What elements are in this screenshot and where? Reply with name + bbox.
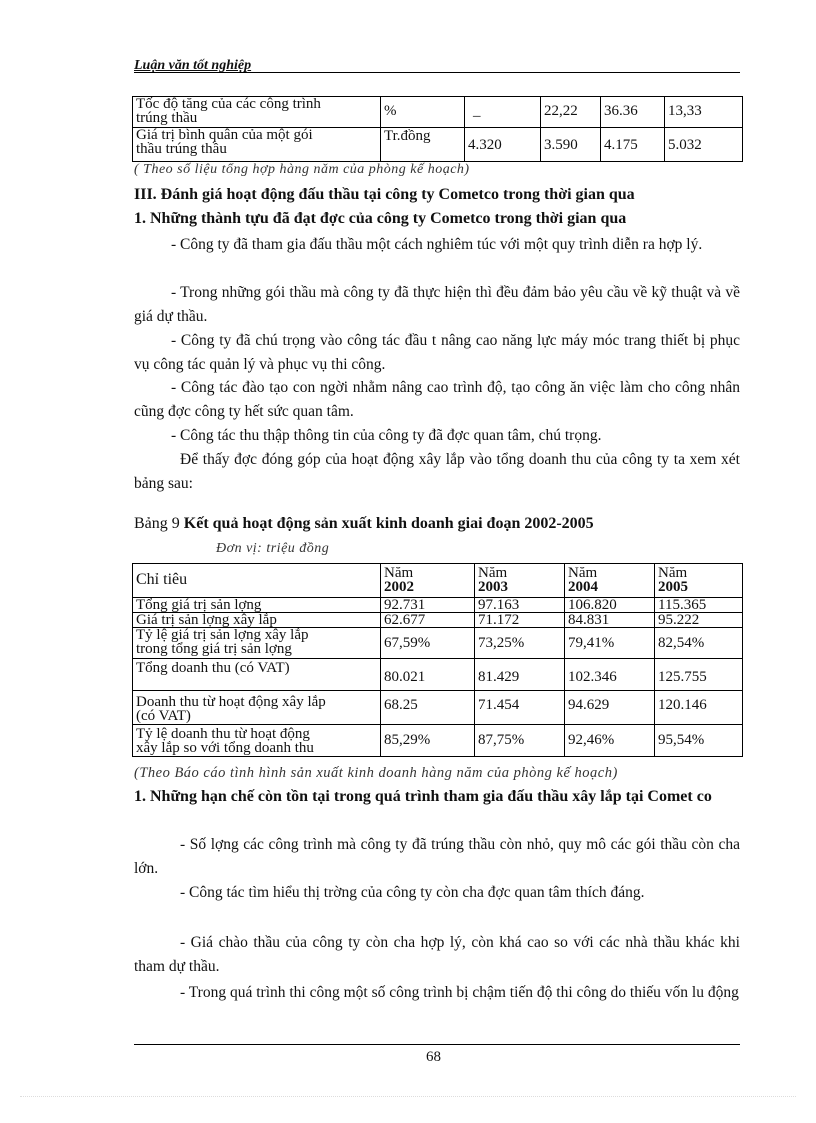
- running-header: Luận văn tốt nghiệp: [134, 58, 252, 73]
- table-cell: 4.320: [465, 128, 541, 162]
- table-cell-unit: Tr.đồng: [381, 128, 465, 162]
- paragraph: - Giá chào thầu của công ty còn cha hợp lý, còn khá cao so với các nhà thầu khác khi tham dự thầu.: [134, 934, 740, 975]
- table-source-note: ( Theo số liệu tổng hợp hàng năm của phòng kế hoạch): [134, 162, 470, 177]
- column-header: Chỉ tiêu: [133, 564, 381, 598]
- table-cell: 79,41%: [565, 628, 655, 659]
- table-cell: 85,29%: [381, 725, 475, 757]
- column-header: Năm 2004: [565, 564, 655, 598]
- table-cell-label: Giá trị bình quân của một gói thầu trúng thầu: [133, 128, 381, 162]
- table-row: [133, 659, 743, 691]
- column-header: Năm 2002: [381, 564, 475, 598]
- column-header: Năm 2003: [475, 564, 565, 598]
- section-heading: III. Đánh giá hoạt động đấu thầu tại công ty Cometco trong thời gian qua: [134, 186, 635, 203]
- table-cell: 95.222: [655, 613, 743, 628]
- paragraph: - Công ty đã chú trọng vào công tác đầu t nâng cao năng lực máy móc trang thiết bị phục vụ công tác quản lý và phục vụ thi công.: [134, 332, 740, 373]
- table-unit-note: Đơn vị: triệu đồng: [216, 541, 330, 556]
- table-cell: 4.175: [601, 128, 665, 162]
- table-cell: 80.021: [381, 659, 475, 691]
- table-row: [133, 598, 743, 613]
- table-cell: 97.163: [475, 598, 565, 613]
- table-cell: 84.831: [565, 613, 655, 628]
- table-cell: 67,59%: [381, 628, 475, 659]
- table-cell: 120.146: [655, 691, 743, 725]
- table-cell: 125.755: [655, 659, 743, 691]
- page-edge-dots: [20, 1096, 796, 1097]
- table-cell-label: Tỷ lệ doanh thu từ hoạt động xây lắp so với tổng doanh thu: [133, 725, 381, 757]
- paragraph: - Số lợng các công trình mà công ty đã trúng thầu còn nhỏ, quy mô các gói thầu còn cha lớn.: [134, 836, 740, 877]
- table-row: [133, 691, 743, 725]
- section-heading: 1. Những hạn chế còn tồn tại trong quá trình tham gia đấu thầu xây lắp tại Comet co: [134, 788, 712, 805]
- table-row: [133, 628, 743, 659]
- table-9: [132, 563, 743, 757]
- table-cell-unit: %: [381, 97, 465, 128]
- table-cell-label: Tổng doanh thu (có VAT): [133, 659, 381, 691]
- paragraph: - Công ty đã tham gia đấu thầu một cách nghiêm túc với một quy trình diễn ra hợp lý.: [171, 236, 703, 253]
- table-cell: 62.677: [381, 613, 475, 628]
- column-header: Năm 2005: [655, 564, 743, 598]
- table-cell: 3.590: [541, 128, 601, 162]
- table-cell-label: Tỷ lệ giá trị sản lợng xây lắp trong tổng giá trị sản lợng: [133, 628, 381, 659]
- table-cell: 73,25%: [475, 628, 565, 659]
- table-cell: 92.731: [381, 598, 475, 613]
- table-cell: 81.429: [475, 659, 565, 691]
- table-cell: 71.172: [475, 613, 565, 628]
- table-header-row: [133, 564, 743, 598]
- paragraph: Để thấy đợc đóng góp của hoạt động xây lắp vào tổng doanh thu của công ty ta xem xét bảng sau:: [134, 451, 740, 492]
- table-cell: 115.365: [655, 598, 743, 613]
- table-row: [133, 128, 743, 162]
- table-cell-label: Giá trị sản lợng xây lắp: [133, 613, 381, 628]
- table-cell: 71.454: [475, 691, 565, 725]
- table-cell: 5.032: [665, 128, 743, 162]
- page-number: 68: [426, 1049, 441, 1065]
- table-cell: 92,46%: [565, 725, 655, 757]
- table-cell-label: Tốc độ tăng của các công trình trúng thầu: [133, 97, 381, 128]
- table-cell: 102.346: [565, 659, 655, 691]
- table-cell: 36.36: [601, 97, 665, 128]
- table-cell: 22,22: [541, 97, 601, 128]
- table-row: [133, 725, 743, 757]
- paragraph: - Trong những gói thầu mà công ty đã thực hiện thì đều đảm bảo yêu cầu về kỹ thuật và về giá dự thầu.: [134, 284, 740, 325]
- table-row: [133, 97, 743, 128]
- paragraph: - Công tác tìm hiểu thị trờng của công ty còn cha đợc quan tâm thích đáng.: [180, 884, 645, 901]
- table-cell-label: Tổng giá trị sản lợng: [133, 598, 381, 613]
- table-cell: 68.25: [381, 691, 475, 725]
- table-cell-label: Doanh thu từ hoạt động xây lắp (có VAT): [133, 691, 381, 725]
- paragraph: - Công tác thu thập thông tin của công ty đã đợc quan tâm, chú trọng.: [171, 427, 602, 444]
- table-cell: 13,33: [665, 97, 743, 128]
- table-source-note: (Theo Báo cáo tình hình sản xuất kinh doanh hàng năm của phòng kế hoạch): [134, 765, 618, 781]
- bid-stats-table: [132, 96, 743, 162]
- table-cell: 106.820: [565, 598, 655, 613]
- paragraph: - Công tác đào tạo con ngời nhằm nâng cao trình độ, tạo công ăn việc làm cho công nhân cũng đợc công ty hết sức quan tâm.: [134, 379, 740, 420]
- table-caption: Bảng 9 Kết quả hoạt động sản xuất kinh doanh giai đoạn 2002-2005: [134, 515, 594, 532]
- subsection-heading: 1. Những thành tựu đã đạt đợc của công ty Cometco trong thời gian qua: [134, 210, 627, 227]
- footer-divider: [134, 1044, 740, 1045]
- table-cell: 82,54%: [655, 628, 743, 659]
- table-cell: 94.629: [565, 691, 655, 725]
- header-divider: [134, 72, 740, 73]
- table-row: [133, 613, 743, 628]
- table-cell: _: [465, 97, 541, 128]
- table-cell: 95,54%: [655, 725, 743, 757]
- paragraph: - Trong quá trình thi công một số công trình bị chậm tiến độ thi công do thiếu vốn lu động: [180, 984, 739, 1001]
- table-cell: 87,75%: [475, 725, 565, 757]
